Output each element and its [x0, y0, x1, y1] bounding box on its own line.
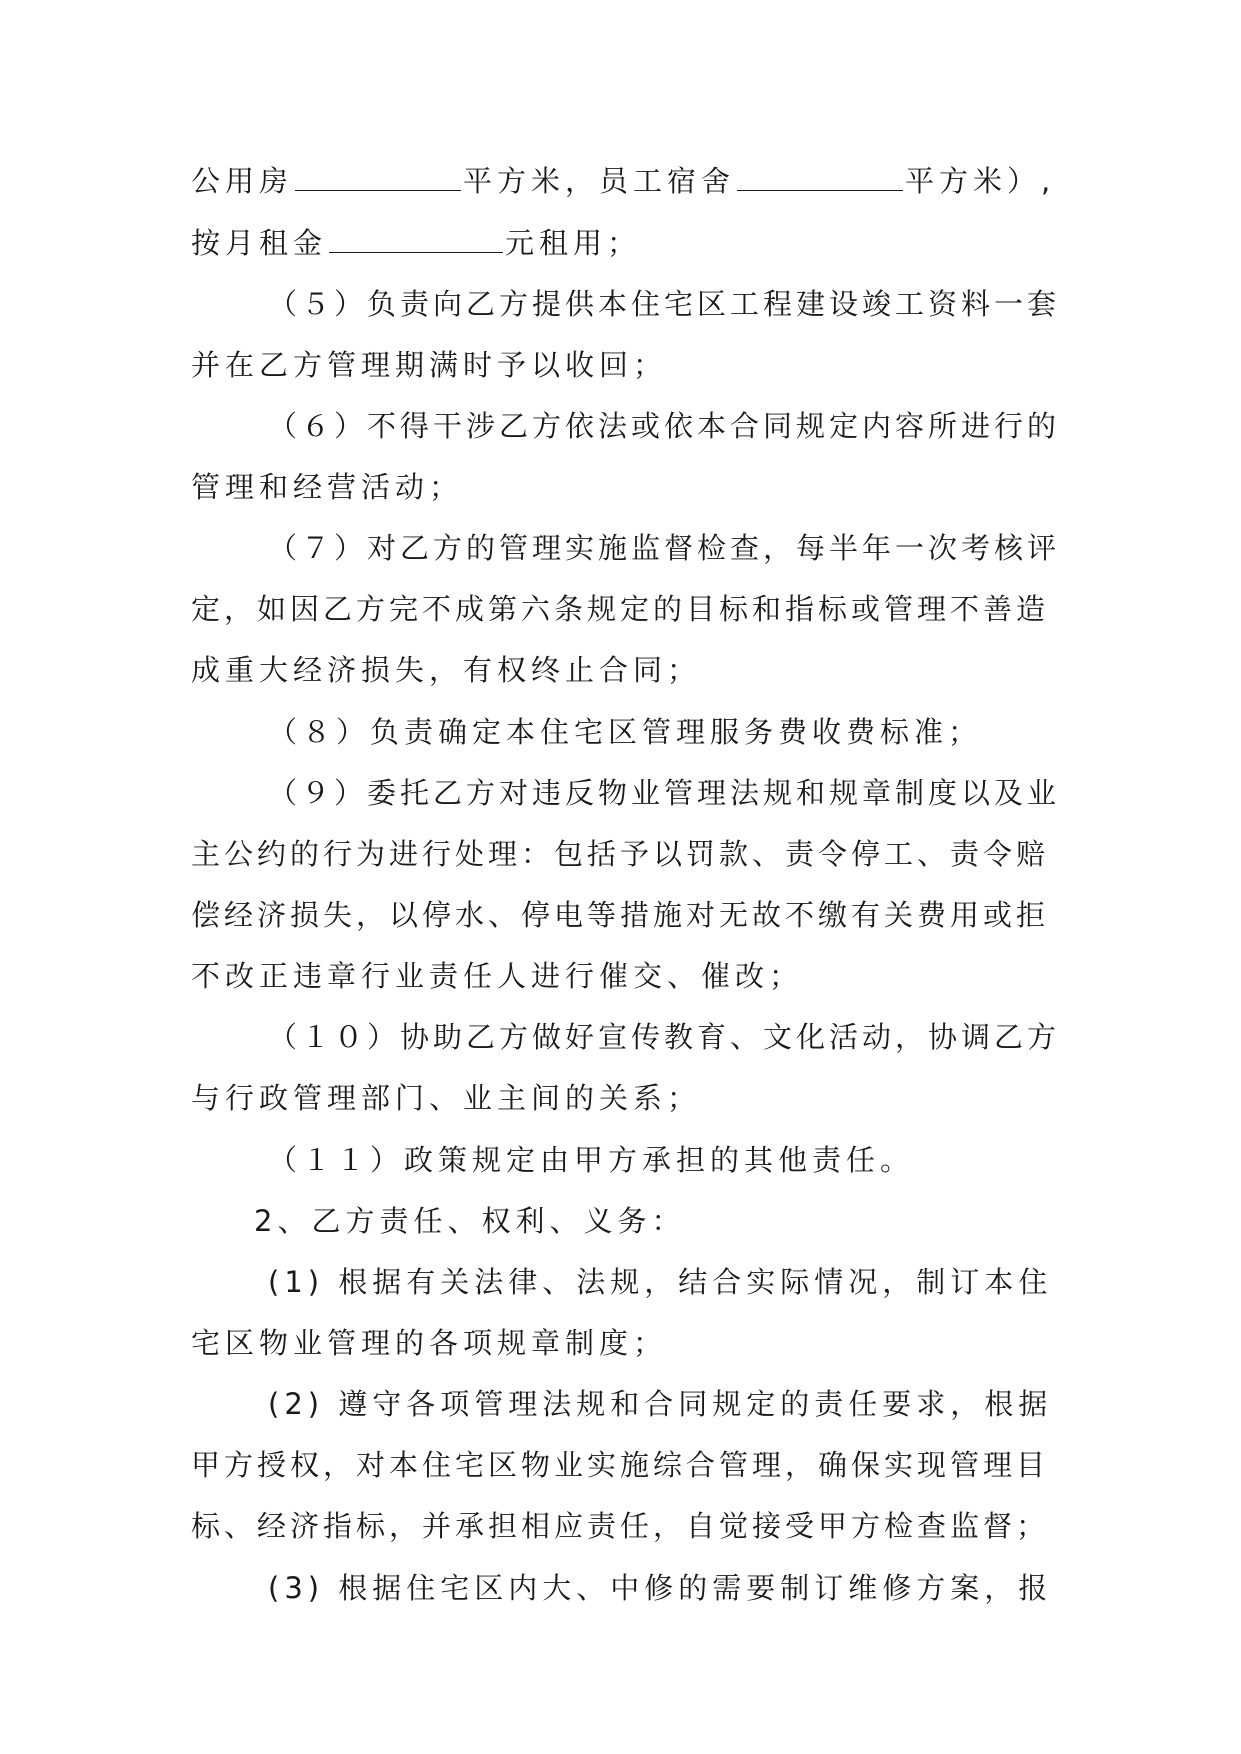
text-line: （１０）协助乙方做好宣传教育、文化活动，协调乙方	[268, 1020, 1061, 1054]
text-line: 标、经济指标，并承担相应责任，自觉接受甲方检查监督；	[191, 1509, 1050, 1543]
text-line: 甲方授权，对本住宅区物业实施综合管理，确保实现管理目	[191, 1448, 1050, 1482]
text-line: 偿经济损失，以停水、停电等措施对无故不缴有关费用或拒	[191, 898, 1050, 932]
text-line: (2) 遵守各项管理法规和合同规定的责任要求，根据	[268, 1387, 1053, 1421]
text-line: 2、乙方责任、权利、义务：	[254, 1204, 686, 1238]
text-line: 主公约的行为进行处理：包括予以罚款、责令停工、责令赔	[191, 837, 1050, 871]
text-line: （６）不得干涉乙方依法或依本合同规定内容所进行的	[268, 409, 1061, 443]
text-line: 宅区物业管理的各项规章制度；	[191, 1326, 668, 1360]
text-line: （８）负责确定本住宅区管理服务费收费标准；	[268, 715, 983, 749]
text-segment: 平方米，员工宿舍	[463, 164, 736, 198]
fill-in-blank	[329, 226, 503, 253]
text-segment: 按月租金	[191, 226, 328, 260]
fill-in-blank	[295, 164, 461, 191]
text-line: 并在乙方管理期满时予以收回；	[191, 348, 668, 382]
text-line: 成重大经济损失，有权终止合同；	[191, 653, 702, 687]
text-line: （１１）政策规定由甲方承担的其他责任。	[268, 1143, 915, 1177]
text-line	[191, 225, 641, 261]
text-segment: 平方米）,	[905, 164, 1056, 198]
text-line: 管理和经营活动；	[191, 470, 464, 504]
text-line: 与行政管理部门、业主间的关系；	[191, 1081, 702, 1115]
text-line: (3) 根据住宅区内大、中修的需要制订维修方案，报	[268, 1571, 1053, 1605]
text-line: (1) 根据有关法律、法规，结合实际情况，制订本住	[268, 1265, 1053, 1299]
fill-in-blank	[737, 164, 903, 191]
text-line: （５）负责向乙方提供本住宅区工程建设竣工资料一套	[268, 287, 1061, 321]
text-line: 定，如因乙方完不成第六条规定的目标和指标或管理不善造	[191, 592, 1050, 626]
text-segment: 公用房	[191, 164, 294, 198]
text-line	[191, 163, 1055, 199]
text-line: 不改正违章行业责任人进行催交、催改；	[191, 959, 804, 993]
text-line: （７）对乙方的管理实施监督检查，每半年一次考核评	[268, 531, 1061, 565]
text-line: （９）委托乙方对违反物业管理法规和规章制度以及业	[268, 776, 1061, 810]
text-segment: 元租用；	[505, 226, 642, 260]
